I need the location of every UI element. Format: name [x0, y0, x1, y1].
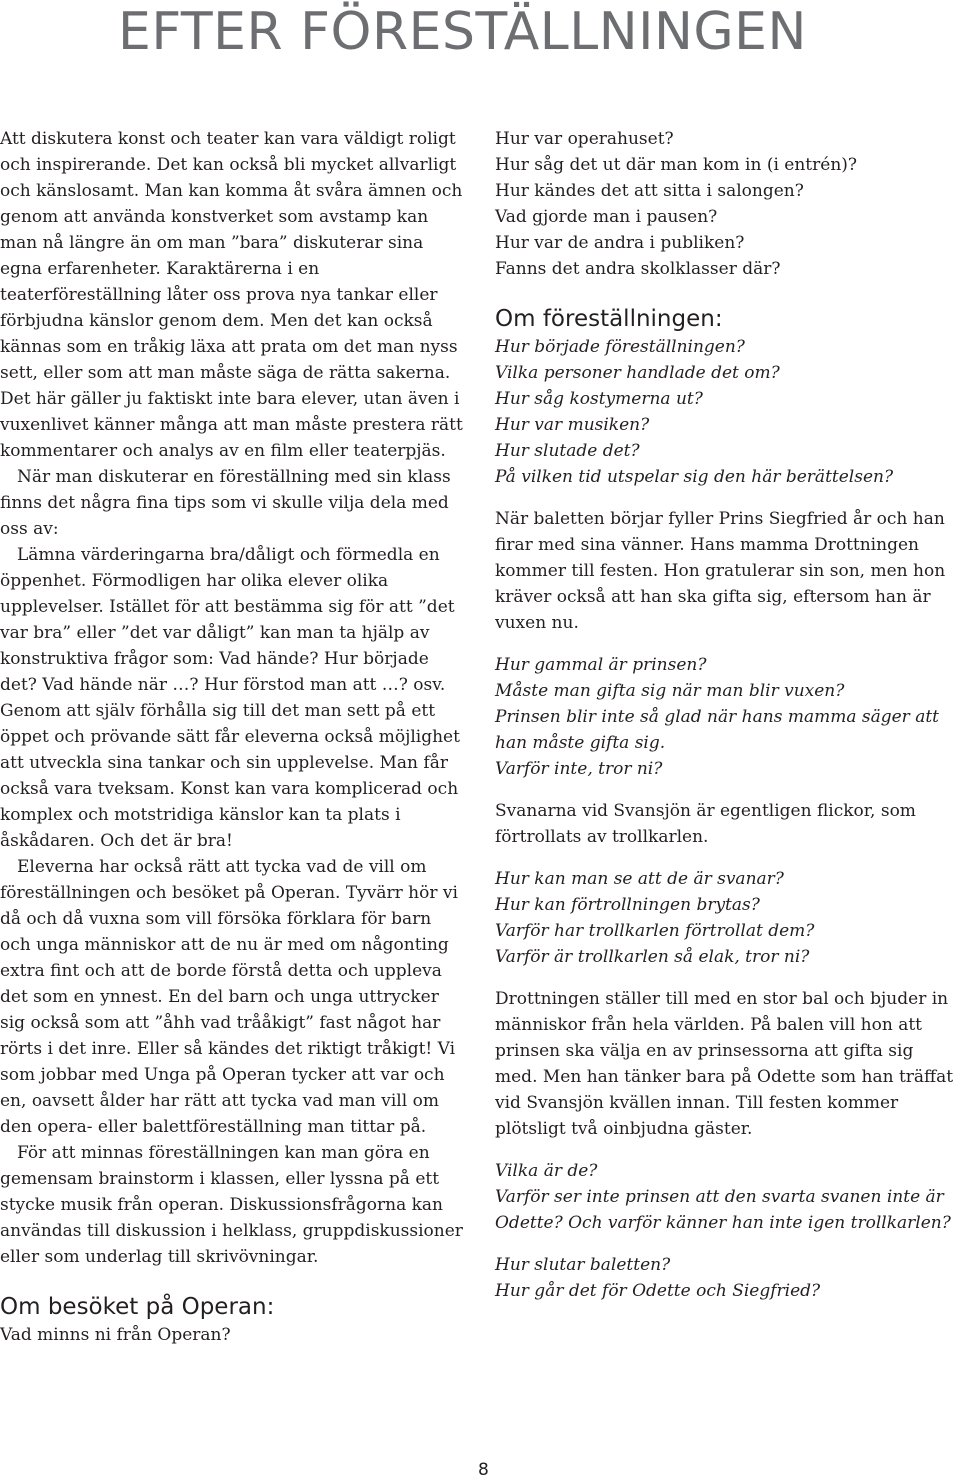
right-column [495, 126, 960, 1304]
visit-question: Vad minns ni från Operan? [0, 1325, 231, 1345]
memory-paragraph: För att minnas föreställningen kan man göra en gemensam brainstorm i klassen, eller lyssna på ett stycke musik från operan. Diskussionsfrågorna kan användas till diskussion i helklass, gruppdiskussioner eller som underlag till skrivövningar. [0, 1143, 463, 1267]
section-heading-visit: Om besöket på Operan: [0, 1294, 275, 1320]
story-question: Måste man gifta sig när man blir vuxen? [495, 681, 845, 701]
story-question: Hur slutar baletten? [495, 1255, 671, 1275]
visit-question: Hur var operahuset? [495, 129, 674, 149]
left-column [0, 126, 465, 1348]
show-question: Hur såg kostymerna ut? [495, 389, 703, 409]
story-question: Hur kan förtrollningen brytas? [495, 895, 760, 915]
opinion-paragraph: Eleverna har också rätt att tycka vad de vill om föreställningen och besöket på Operan. Tyvärr hör vi då och då vuxna som vill försöka förklara för barn och unga människor att de nu är med om någonting extra fint och att de borde förstå detta och uppleva det som en ynnest. En del barn och unga uttrycker sig också som att ”åhh vad trååkigt” fast något har rörts i det inre. Eller så kändes det riktigt tråkigt! Vi som jobbar med Unga på Operan tycker att var och en, oavsett ålder har rätt att tycka vad man vill om den opera- eller balettföreställning man tittar på. [0, 857, 458, 1137]
show-question: Hur slutade det? [495, 441, 640, 461]
story-question: Hur gammal är prinsen? [495, 655, 707, 675]
story-paragraph: När baletten börjar fyller Prins Siegfried år och han firar med sina vänner. Hans mamma Drottningen kommer till festen. Hon gratulerar sin son, men hon kräver också att han ska gifta sig, eftersom han är vuxen nu. [495, 509, 946, 633]
story-paragraph: Drottningen ställer till med en stor bal och bjuder in människor från hela världen. På balen vill hon att prinsen ska välja en av prinsessorna att gifta sig med. Men han tänker bara på Odette som han träffat vid Svansjön kvällen innan. Till festen kommer plötsligt två oinbjudna gäster. [495, 989, 954, 1139]
visit-question: Hur var de andra i publiken? [495, 233, 745, 253]
story-question: Vilka är de? [495, 1161, 598, 1181]
story-question: Prinsen blir inte så glad när hans mamma säger att han måste gifta sig. [495, 707, 940, 753]
tips-intro-paragraph: När man diskuterar en föreställning med sin klass finns det några fina tips som vi skulle vilja dela med oss av: [0, 467, 451, 539]
section-heading-show: Om föreställningen: [495, 306, 723, 332]
show-question: Hur var musiken? [495, 415, 650, 435]
show-question: På vilken tid utspelar sig den här berättelsen? [495, 467, 894, 487]
story-question: Hur kan man se att de är svanar? [495, 869, 784, 889]
page-title: EFTER FÖRESTÄLLNINGEN [118, 2, 807, 62]
tips-paragraph: Lämna värderingarna bra/dåligt och förmedla en öppenhet. Förmodligen har olika elever olika upplevelser. Istället för att bestämma sig för att ”det var bra” eller ”det var dåligt” kan man ta hjälp av konstruktiva frågor som: Vad hände? Hur började det? Vad hände när …? Hur förstod man att …? osv. Genom att själv förhålla sig till det man sett på ett öppet och prövande sätt får eleverna också möjlighet att utveckla sina tankar och sin upplevelse. Man får också vara tveksam. Konst kan vara komplicerad och komplex och motstridiga känslor kan ta plats i åskådaren. Och det är bra! [0, 545, 460, 851]
story-paragraph: Svanarna vid Svansjön är egentligen flickor, som förtrollats av trollkarlen. [495, 801, 916, 847]
show-question: Vilka personer handlade det om? [495, 363, 780, 383]
visit-question: Hur kändes det att sitta i salongen? [495, 181, 804, 201]
story-question: Varför ser inte prinsen att den svarta svanen inte är Odette? Och varför känner han inte igen trollkarlen? [495, 1187, 951, 1233]
story-question: Varför inte, tror ni? [495, 759, 663, 779]
visit-question: Hur såg det ut där man kom in (i entrén)? [495, 155, 858, 175]
story-question: Varför är trollkarlen så elak, tror ni? [495, 947, 810, 967]
intro-paragraph: Att diskutera konst och teater kan vara väldigt roligt och inspirerande. Det kan också bli mycket allvarligt och känslosamt. Man kan komma åt svåra ämnen och genom att använda konstverket som avstamp kan man nå längre än om man ”bara” diskuterar sina egna erfarenheter. Karaktärerna i en teaterföreställning låter oss prova nya tankar eller förbjudna känslor genom dem. Men det kan också kännas som en tråkig läxa att prata om det man nyss sett, eller som att man måste säga de rätta sakerna. Det här gäller ju faktiskt inte bara elever, utan även i vuxenlivet känner många att man måste prestera rätt kommentarer och analys av en film eller teaterpjäs. [0, 129, 463, 461]
show-question: Hur började föreställningen? [495, 337, 745, 357]
page-number: 8 [478, 1460, 489, 1480]
visit-question: Vad gjorde man i pausen? [495, 207, 718, 227]
visit-question: Fanns det andra skolklasser där? [495, 259, 781, 279]
story-question: Hur går det för Odette och Siegfried? [495, 1281, 821, 1301]
story-question: Varför har trollkarlen förtrollat dem? [495, 921, 815, 941]
